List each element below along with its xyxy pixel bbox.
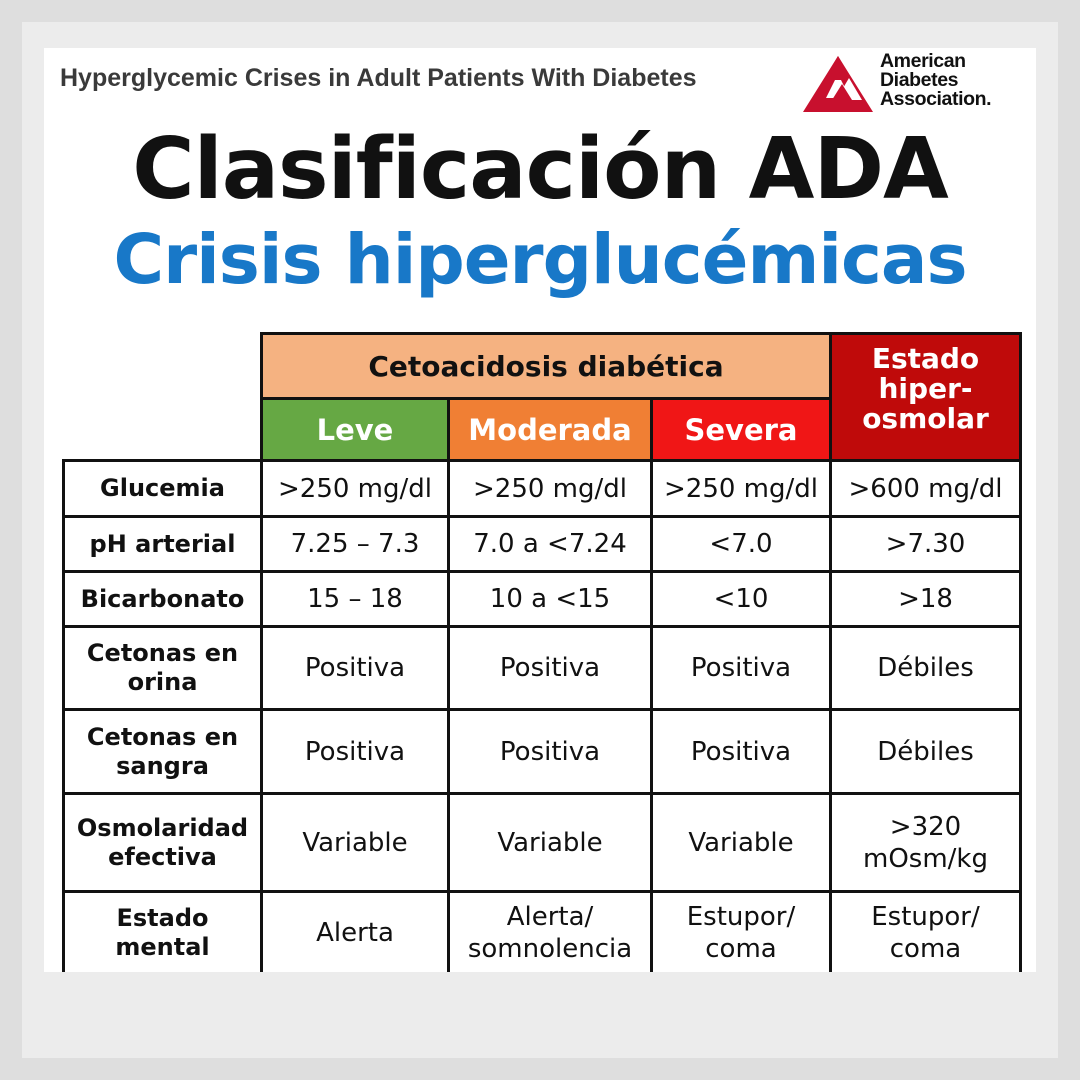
row-label-text: Cetonas en sangra (86, 722, 239, 780)
table-cell (650, 459, 832, 518)
table-cell-text: Variable (688, 827, 794, 858)
ada-triangle-icon (802, 54, 874, 114)
table-cell (447, 890, 653, 972)
row-label (62, 792, 263, 893)
table-cell-text: Débiles (877, 736, 974, 767)
ada-logo-text (880, 52, 991, 109)
logo-line: Diabetes (880, 69, 959, 91)
table-cell (829, 625, 1022, 711)
table-cell (447, 459, 653, 518)
table-cell-text: >600 mg/dl (848, 473, 1003, 504)
logo-line: Association. (880, 88, 992, 110)
table-cell (260, 515, 450, 573)
table-cell (447, 515, 653, 573)
main-title: Clasificación ADA (132, 120, 948, 219)
english-subtitle: Hyperglycemic Crises in Adult Patients With Diabetes (60, 64, 697, 92)
table-cell-text: <10 (713, 584, 769, 614)
header-cetoacidosis (260, 332, 832, 400)
header-severa (650, 397, 832, 462)
table-cell-text: Positiva (499, 653, 601, 683)
row-label-text: Estado mental (115, 903, 210, 961)
table-cell (829, 515, 1022, 573)
table-cell-text: 10 a <15 (489, 584, 611, 614)
table-cell-text: Alerta/ somnolencia (467, 901, 633, 964)
row-label-text: pH arterial (89, 529, 236, 558)
row-label-text: Osmolaridad efectiva (76, 813, 249, 871)
table-cell-text: >250 mg/dl (278, 473, 432, 504)
header-leve (260, 397, 450, 462)
table-cell-text: Débiles (877, 653, 974, 683)
table-cell (650, 792, 832, 893)
table-cell (260, 792, 450, 893)
table-cell-text: 7.25 – 7.3 (290, 529, 420, 559)
row-label (62, 570, 263, 628)
header-hiperosmolar-text: Estado hiper- osmolar (862, 342, 989, 435)
header-moderada-text: Moderada (468, 412, 632, 447)
logo-line: American (880, 50, 966, 72)
table-cell-text: >18 (898, 584, 953, 614)
table-cell (260, 570, 450, 628)
row-label (62, 890, 263, 972)
row-label-text: Bicarbonato (80, 584, 245, 613)
table-cell-text: Positiva (690, 736, 792, 767)
table-cell (829, 708, 1022, 795)
table-cell (447, 625, 653, 711)
row-label (62, 625, 263, 711)
table-cell (650, 708, 832, 795)
header-moderada (447, 397, 653, 462)
table-cell-text: >7.30 (885, 529, 966, 559)
table-cell (260, 459, 450, 518)
table-cell-text: 7.0 a <7.24 (473, 529, 627, 559)
infographic-card (44, 48, 1036, 972)
table-cell-text: Variable (497, 827, 603, 858)
main-subtitle: Crisis hiperglucémicas (113, 220, 967, 300)
table-cell (447, 570, 653, 628)
table-cell-text: Alerta (316, 917, 394, 948)
row-label (62, 515, 263, 573)
table-cell-text: Estupor/ coma (871, 901, 980, 964)
table-cell (829, 570, 1022, 628)
table-cell-text: Positiva (499, 736, 601, 767)
header-cetoacidosis-text: Cetoacidosis diabética (368, 349, 724, 383)
ada-logo (802, 52, 1032, 116)
table-cell (650, 890, 832, 972)
table-cell (447, 792, 653, 893)
table-cell (829, 792, 1022, 893)
table-cell (650, 625, 832, 711)
table-cell-text: Positiva (304, 736, 406, 767)
table-cell (650, 570, 832, 628)
table-cell (650, 515, 832, 573)
table-cell-text: >250 mg/dl (473, 473, 627, 504)
table-cell-text: Variable (302, 827, 408, 858)
header-severa-text: Severa (684, 412, 798, 447)
table-cell-text: <7.0 (709, 529, 773, 559)
table-cell (260, 890, 450, 972)
table-cell-text: Positiva (304, 653, 406, 683)
table-cell-text: >320 mOsm/kg (863, 811, 988, 874)
table-cell (447, 708, 653, 795)
table-cell-text: 15 – 18 (307, 584, 403, 614)
row-label-text: Cetonas en orina (86, 639, 239, 696)
table-cell-text: >250 mg/dl (664, 473, 818, 504)
table-cell (829, 890, 1022, 972)
table-cell (260, 625, 450, 711)
row-label-text: Glucemia (100, 474, 225, 502)
header-leve-text: Leve (316, 412, 394, 447)
table-cell-text: Positiva (690, 653, 792, 683)
row-label (62, 459, 263, 518)
row-label (62, 708, 263, 795)
table-cell-text: Estupor/ coma (686, 901, 796, 964)
table-cell (829, 459, 1022, 518)
table-cell (260, 708, 450, 795)
header-hiperosmolar (829, 332, 1022, 462)
